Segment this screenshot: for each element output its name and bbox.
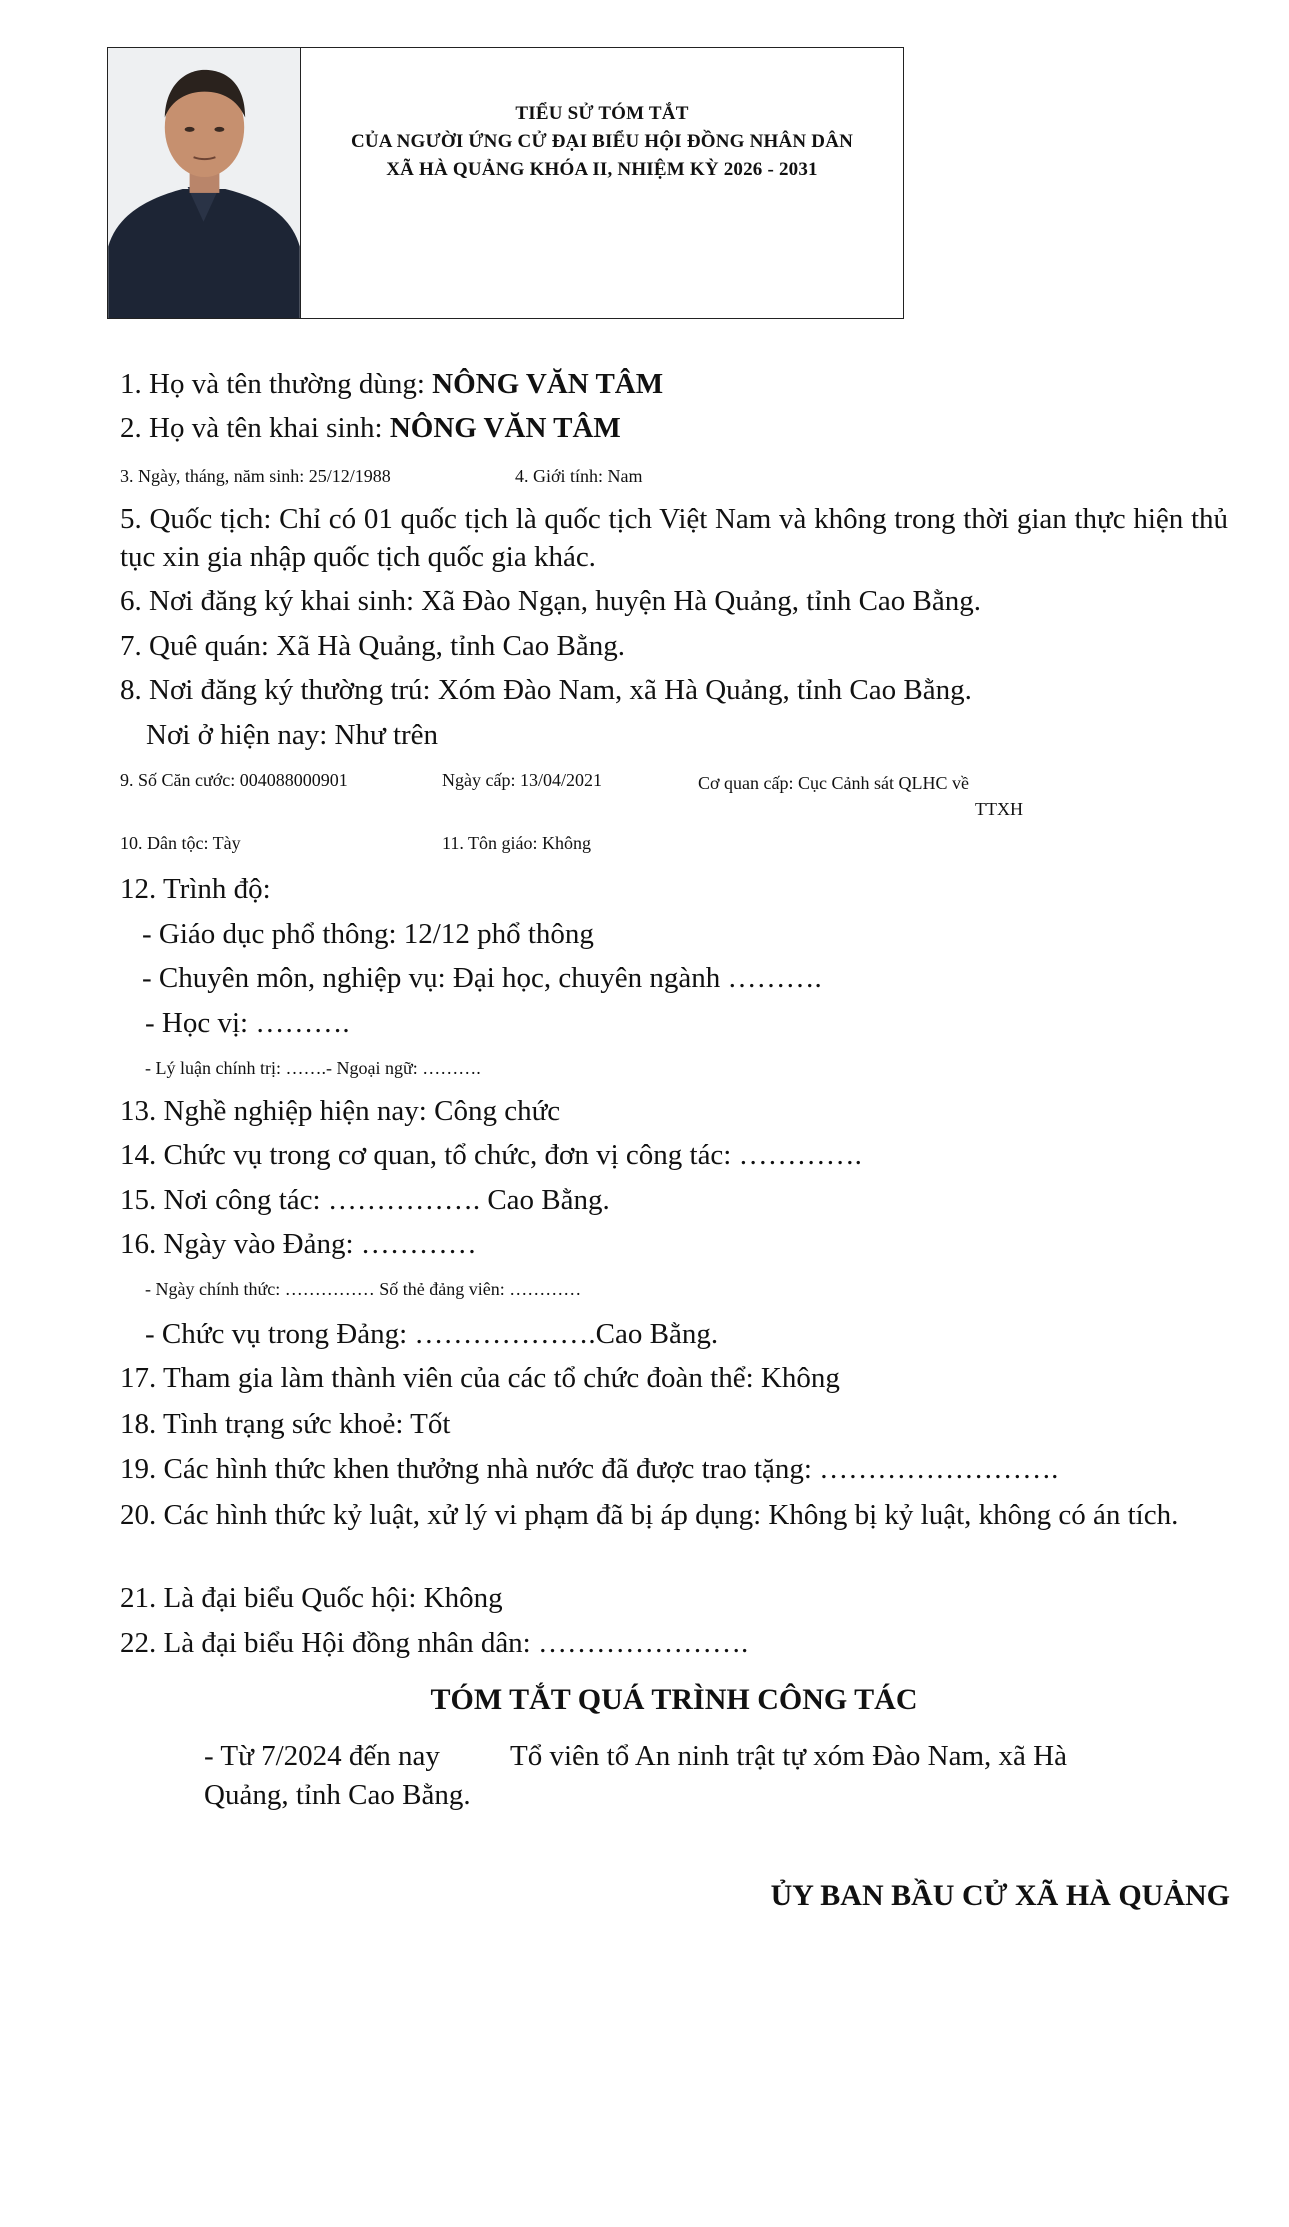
item-22-people-council: 22. Là đại biểu Hội đồng nhân dân: …………………. [120,1627,749,1659]
document-title [301,48,903,318]
item-18-health: 18. Tình trạng sức khoẻ: Tốt [120,1408,451,1440]
item-12-general-education: - Giáo dục phổ thông: 12/12 phổ thông [142,918,594,950]
portrait-image [108,48,300,318]
item-19-awards: 19. Các hình thức khen thưởng nhà nước đã được trao tặng: ……………………. [120,1453,1059,1485]
title-line-3: XÃ HÀ QUẢNG KHÓA II, NHIỆM KỲ 2026 - 2031 [386,159,818,180]
work-entry-desc-1: Tổ viên tổ An ninh trật tự xóm Đào Nam, xã Hà [510,1740,1067,1772]
item-14-position: 14. Chức vụ trong cơ quan, tổ chức, đơn vị công tác: …………. [120,1139,862,1171]
item-10-ethnicity: 10. Dân tộc: Tày [120,833,241,853]
item-20-discipline: 20. Các hình thức kỷ luật, xử lý vi phạm đã bị áp dụng: Không bị kỷ luật, không có án tích. [120,1499,1179,1531]
item-12-profession: - Chuyên môn, nghiệp vụ: Đại học, chuyên ngành ………. [142,962,822,994]
signing-authority: ỦY BAN BẦU CỬ XÃ HÀ QUẢNG [770,1879,1230,1912]
item-7-hometown: 7. Quê quán: Xã Hà Quảng, tỉnh Cao Bằng. [120,630,625,662]
issuer-line-2: TTXH [975,799,1023,819]
item-12-degree: - Học vị: ………. [145,1007,350,1039]
title-line-1: TIỂU SỬ TÓM TẮT [515,103,689,124]
item-12-political-foreign: - Lý luận chính trị: …….- Ngoại ngữ: ………. [145,1058,481,1078]
item-16-party-details: - Ngày chính thức: …………… Số thẻ đảng viên: ………… [145,1279,582,1299]
common-name: NÔNG VĂN TÂM [432,368,664,400]
item-16-party-position: - Chức vụ trong Đảng: ……………….Cao Bằng. [145,1318,719,1350]
item-1-label: 1. Họ và tên thường dùng: [120,368,433,400]
item-12-education: 12. Trình độ: [120,873,271,905]
item-9-id-number: 9. Số Căn cước: 004088000901 [120,770,348,790]
item-9-issue-date: Ngày cấp: 13/04/2021 [442,770,602,790]
item-8-current-residence: Nơi ở hiện nay: Như trên [146,719,439,751]
work-entry-desc-2: Quảng, tỉnh Cao Bằng. [204,1779,471,1811]
work-entry-period: - Từ 7/2024 đến nay [204,1740,440,1772]
item-13-occupation: 13. Nghề nghiệp hiện nay: Công chức [120,1095,561,1127]
item-16-party-join-date: 16. Ngày vào Đảng: ………… [120,1228,477,1260]
item-6-birth-registration: 6. Nơi đăng ký khai sinh: Xã Đào Ngạn, huyện Hà Quảng, tỉnh Cao Bằng. [120,585,982,617]
birth-name: NÔNG VĂN TÂM [389,412,621,444]
issuer-line-1: Cơ quan cấp: Cục Cảnh sát QLHC về [698,773,969,793]
item-21-national-assembly: 21. Là đại biểu Quốc hội: Không [120,1582,503,1614]
item-5-nationality: 5. Quốc tịch: Chỉ có 01 quốc tịch là quốc tịch Việt Nam và không trong thời gian thực hiện thủ tục xin gia nhập quốc tịch quốc gia khác. [120,503,1228,573]
item-1 [120,368,663,401]
item-2 [120,412,621,445]
candidate-photo [108,48,301,318]
item-15-workplace: 15. Nơi công tác: ……………. Cao Bằng. [120,1184,610,1216]
item-9-issuer [698,770,1023,822]
item-2-label: 2. Họ và tên khai sinh: [120,412,390,444]
item-4-gender: 4. Giới tính: Nam [515,466,643,486]
item-11-religion: 11. Tôn giáo: Không [442,833,591,853]
item-3-birth-date: 3. Ngày, tháng, năm sinh: 25/12/1988 [120,466,391,486]
work-history-title: TÓM TẮT QUÁ TRÌNH CÔNG TÁC [430,1683,918,1716]
item-17-organizations: 17. Tham gia làm thành viên của các tổ chức đoàn thể: Không [120,1362,840,1394]
header-box [107,47,904,319]
item-8-permanent-residence: 8. Nơi đăng ký thường trú: Xóm Đào Nam, xã Hà Quảng, tỉnh Cao Bằng. [120,674,972,706]
title-line-2: CỦA NGƯỜI ỨNG CỬ ĐẠI BIỂU HỘI ĐỒNG NHÂN DÂN [350,131,854,152]
